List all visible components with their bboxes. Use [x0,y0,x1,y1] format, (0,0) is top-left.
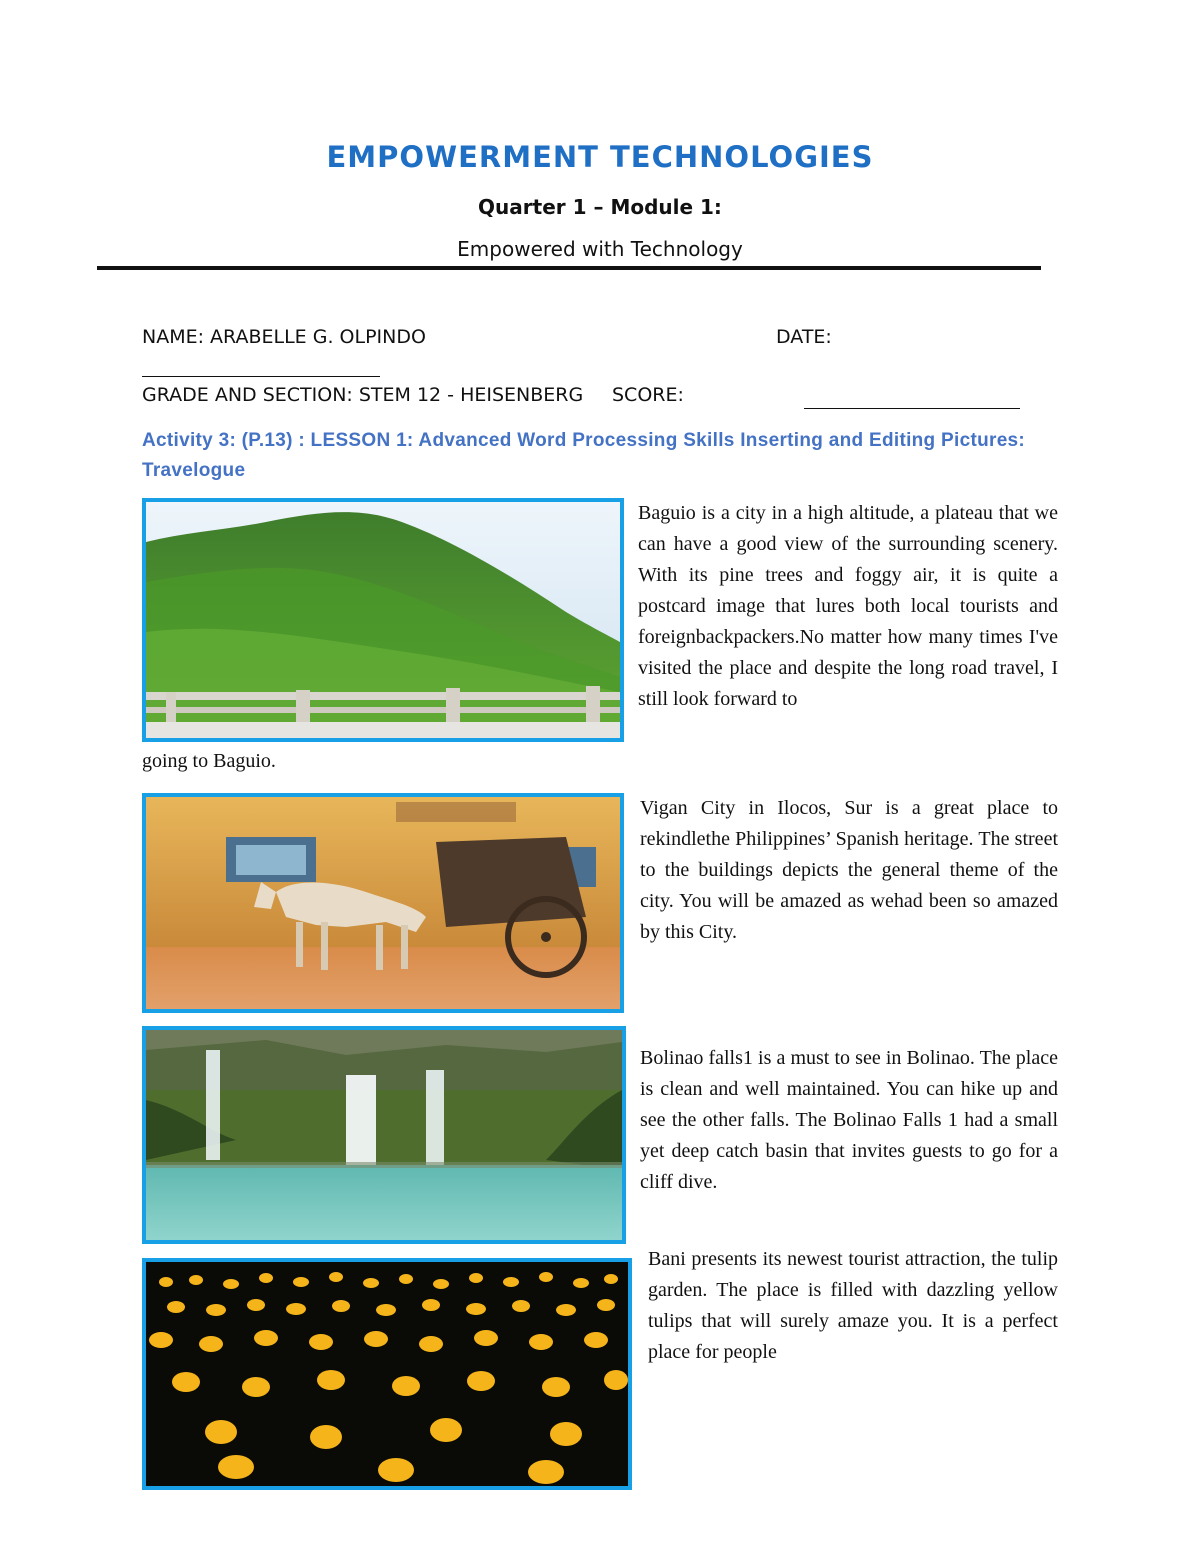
horse-carriage-icon [146,797,620,1009]
vigan-paragraph: Vigan City in Ilocos, Sur is a great place to rekindlethe Philippines’ Spanish heritage. The street to the buildings depicts the general theme of the city. You will be amazed as wehad been so amazed by this City. [640,797,1058,943]
bani-paragraph: Bani presents its newest tourist attraction, the tulip garden. The place is filled with dazzling yellow tulips that will surely amaze you. It is a perfect place for people [648,1248,1058,1363]
grade-section-field: GRADE AND SECTION: STEM 12 - HEISENBERG [142,384,584,406]
quarter-module-heading: Quarter 1 – Module 1: [478,195,722,219]
bolinao-paragraph: Bolinao falls1 is a must to see in Bolinao. The place is clean and well maintained. You can hike up and see the other falls. The Bolinao Falls 1 had a small yet deep catch basin that invites guests to go for a cliff dive. [640,1047,1058,1193]
module-subtitle: Empowered with Technology [457,237,743,261]
baguio-photo [142,498,624,742]
bolinao-photo [142,1026,626,1244]
student-name-field: NAME: ARABELLE G. OLPINDO [142,326,426,348]
baguio-paragraph: Baguio is a city in a high altitude, a plateau that we can have a good view of the surrounding scenery. With its pine trees and foggy air, it is quite a postcard image that lures both local tourists and foreignbackpackers.No matter how many times I've visited the place and despite the long road travel, I still look forward to [638,502,1058,710]
score-label: SCORE: [612,384,684,406]
title-divider [97,266,1041,270]
tulip-garden-icon [146,1262,628,1486]
bani-photo [142,1258,632,1490]
date-blank-line [142,376,380,377]
date-label: DATE: [776,326,832,348]
waterfall-icon [146,1030,622,1240]
document-title: EMPOWERMENT TECHNOLOGIES [326,140,874,174]
score-blank-line [804,408,1020,409]
activity-heading: Activity 3: (P.13) : LESSON 1: Advanced Word Processing Skills Inserting and Editing Pictures: Travelogue [142,430,1026,481]
mountain-landscape-icon [146,502,620,738]
vigan-photo [142,793,624,1013]
baguio-paragraph-tail: going to Baguio. [142,750,276,772]
